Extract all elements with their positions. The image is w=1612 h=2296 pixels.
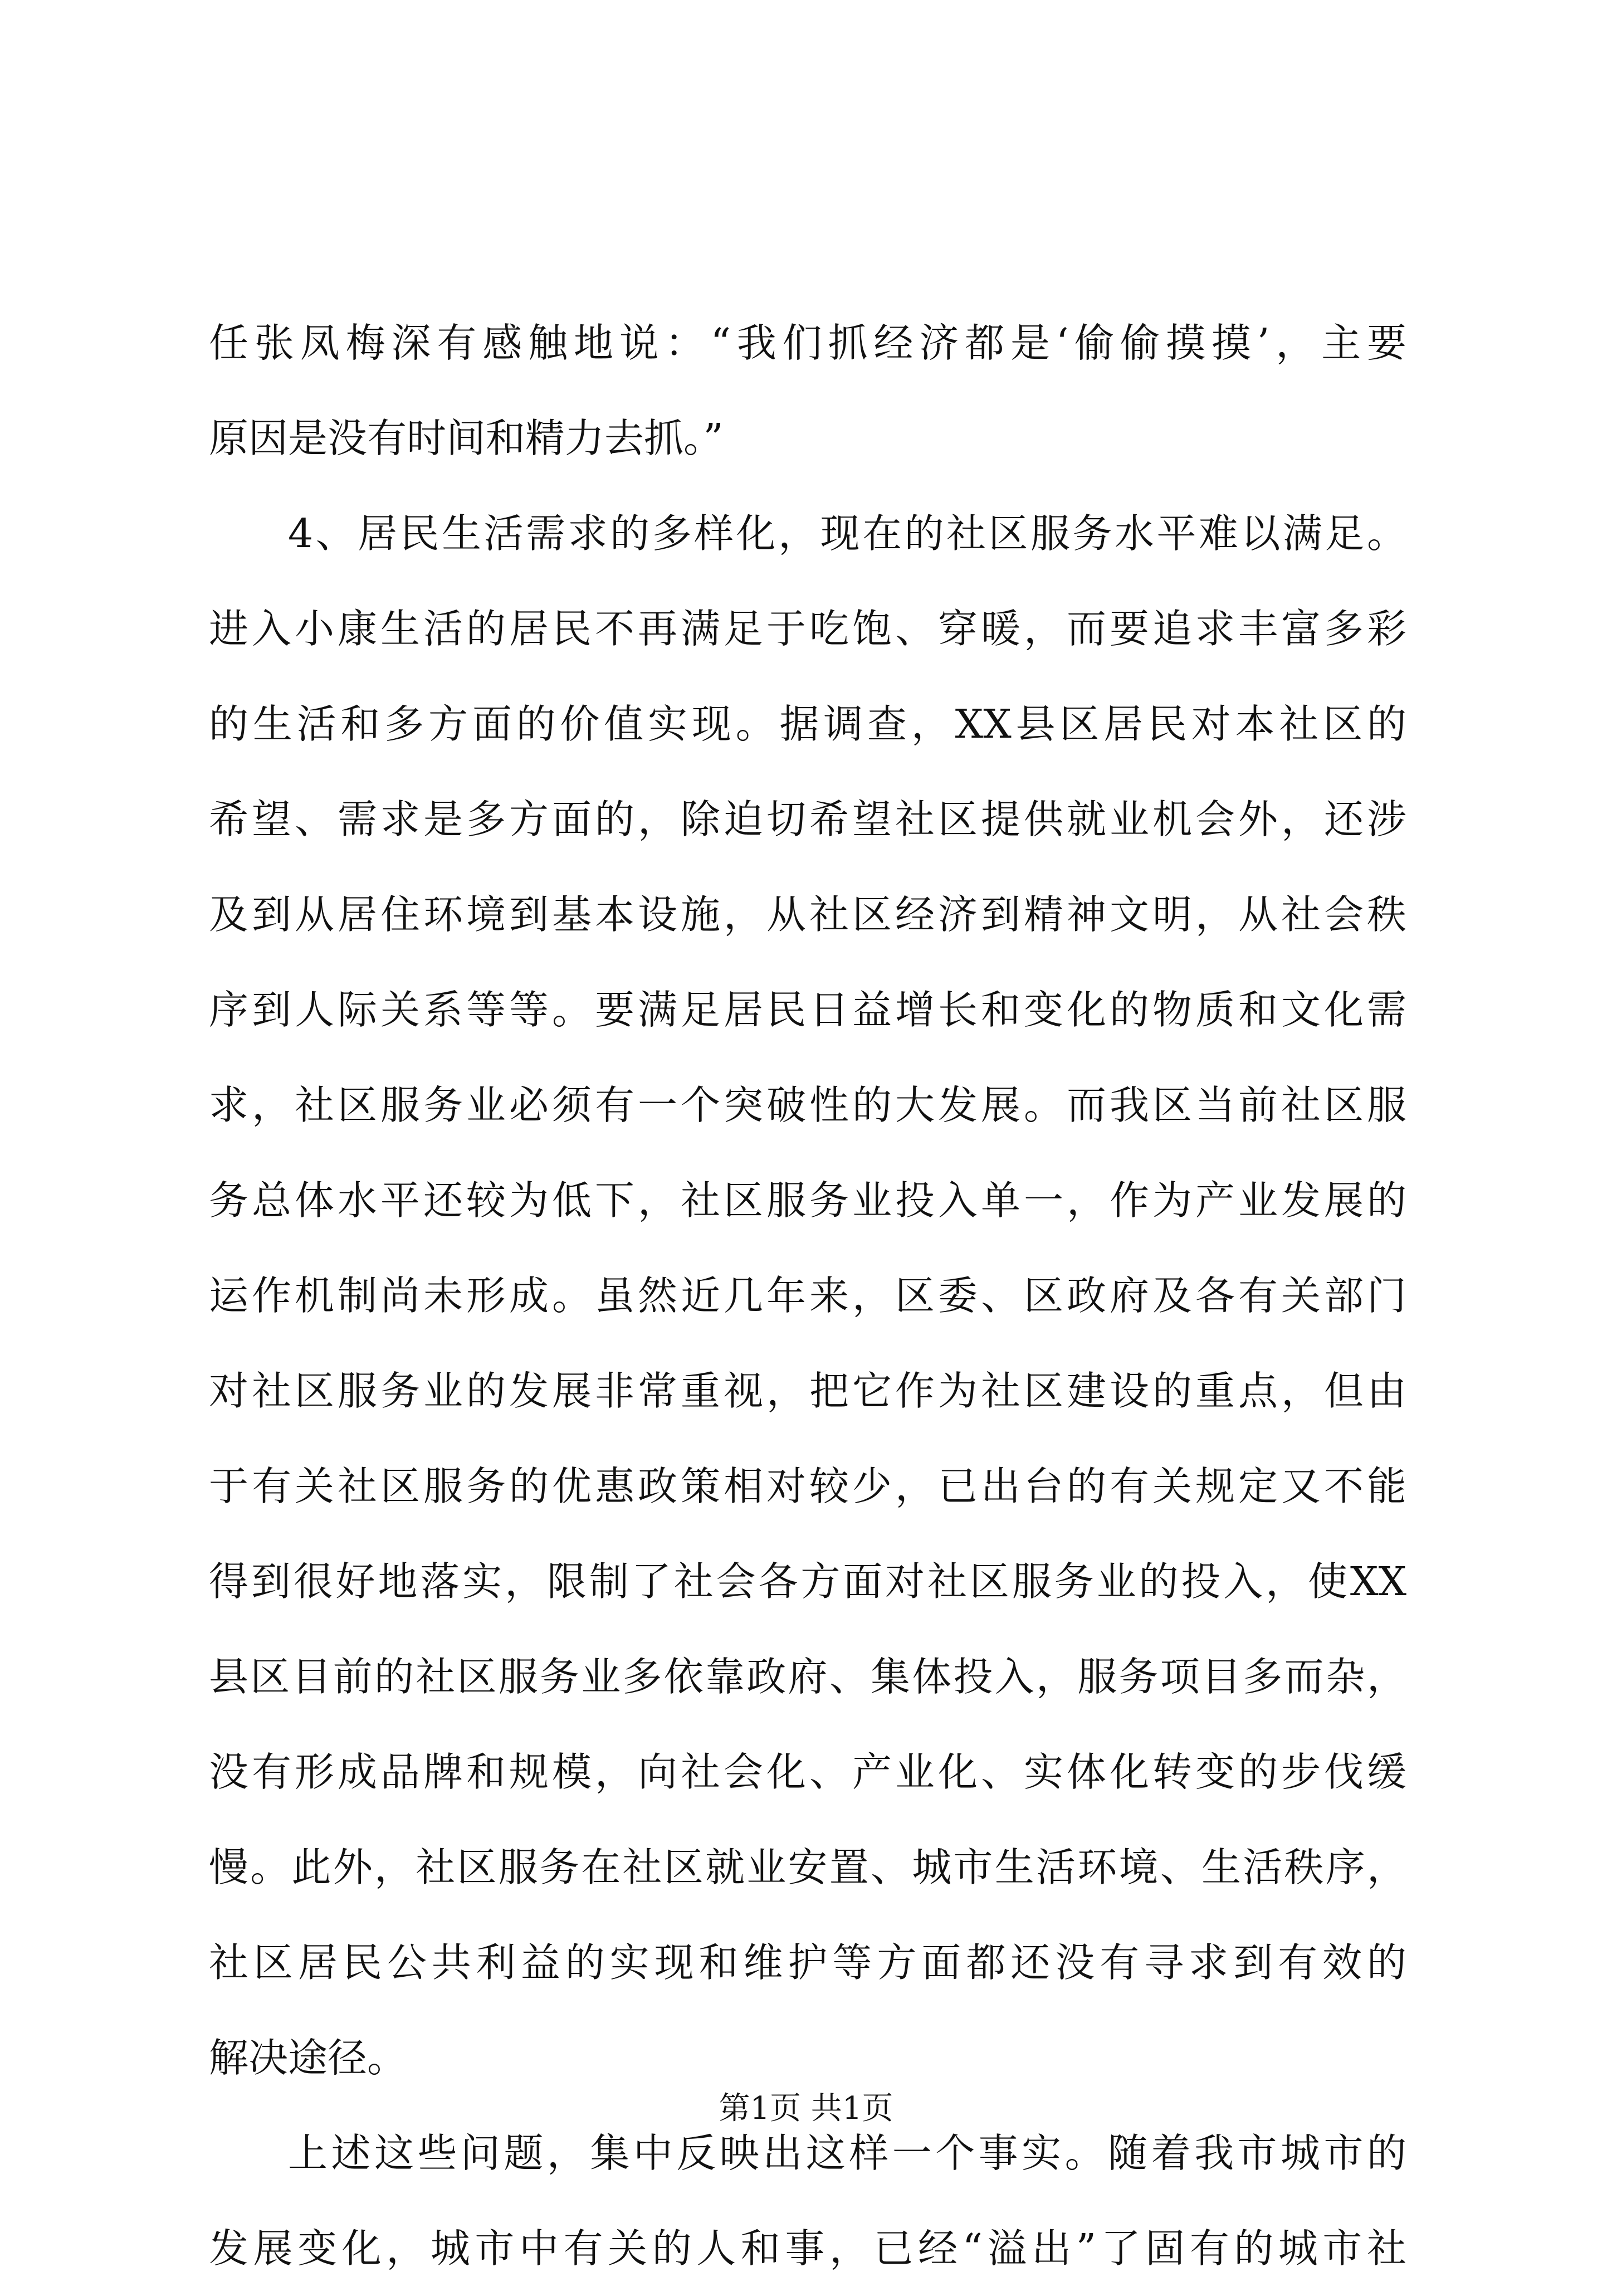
text-line: 发展变化，城市中有关的人和事，已经“溢出”了固有的城市社: [209, 2225, 1406, 2271]
text-line: 得到很好地落实，限制了社会各方面对社区服务业的投入，使XX: [209, 1558, 1406, 1605]
text-line: 任张凤梅深有感触地说：“我们抓经济都是‘偷偷摸摸’，主要: [209, 320, 1406, 366]
text-line: 慢。此外，社区服务在社区就业安置、城市生活环境、生活秩序，: [209, 1844, 1406, 1890]
paragraph: [209, 486, 1406, 2105]
text-line: 原因是没有时间和精力去抓。”: [209, 415, 724, 461]
text-line: 县区目前的社区服务业多依靠政府、集体投入，服务项目多而杂，: [209, 1654, 1406, 1700]
text-line: 进入小康生活的居民不再满足于吃饱、穿暖，而要追求丰富多彩: [209, 606, 1406, 652]
text-line: 解决途径。: [209, 2035, 407, 2081]
text-line: 社区居民公共利益的实现和维护等方面都还没有寻求到有效的: [209, 1939, 1406, 1986]
page-footer: [0, 2089, 1612, 2128]
text-line: 上述这些问题，集中反映出这样一个事实。随着我市城市的: [288, 2130, 1406, 2176]
text-line: 4、居民生活需求的多样化，现在的社区服务水平难以满足。: [288, 510, 1406, 557]
paragraph: [209, 2105, 1406, 2296]
page-number-label: 第1页 共1页: [719, 2090, 893, 2127]
text-line: 序到人际关系等等。要满足居民日益增长和变化的物质和文化需: [209, 987, 1406, 1033]
text-line: 没有形成品牌和规模，向社会化、产业化、实体化转变的步伐缓: [209, 1749, 1406, 1795]
text-line: 及到从居住环境到基本设施，从社区经济到精神文明，从社会秩: [209, 891, 1406, 938]
document-body: [209, 295, 1406, 2296]
text-line: 希望、需求是多方面的，除迫切希望社区提供就业机会外，还涉: [209, 796, 1406, 842]
paragraph: [209, 295, 1406, 486]
text-line: 务总体水平还较为低下，社区服务业投入单一，作为产业发展的: [209, 1177, 1406, 1223]
text-line: 对社区服务业的发展非常重视，把它作为社区建设的重点，但由: [209, 1368, 1406, 1414]
text-line: 求，社区服务业必须有一个突破性的大发展。而我区当前社区服: [209, 1082, 1406, 1128]
text-line: 运作机制尚未形成。虽然近几年来，区委、区政府及各有关部门: [209, 1273, 1406, 1319]
text-line: 的生活和多方面的价值实现。据调查，XX县区居民对本社区的: [209, 701, 1406, 747]
text-line: 于有关社区服务的优惠政策相对较少，已出台的有关规定又不能: [209, 1463, 1406, 1509]
